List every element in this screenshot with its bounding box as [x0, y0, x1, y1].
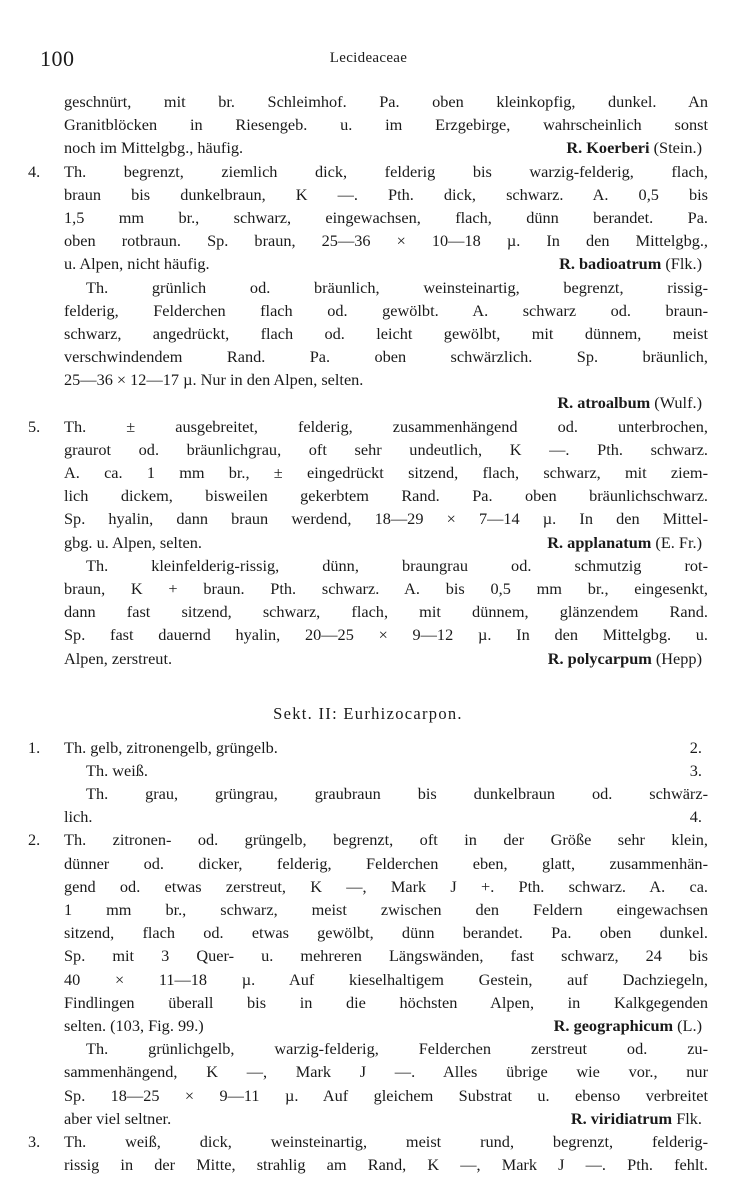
text-line [28, 1130, 708, 1153]
text-line [28, 90, 708, 113]
text-line [28, 507, 708, 530]
line-text: braun, K + braun. Pth. schwarz. A. bis 0,5 mm br., eingesenkt, [64, 578, 708, 598]
text-line [28, 113, 708, 136]
species-author: (Hepp) [651, 648, 702, 668]
species-binomial: R. Koerberi [566, 138, 650, 158]
text-line [28, 183, 708, 206]
line-text: Th. gelb, zitronengelb, grüngelb. [64, 737, 278, 757]
key-block-rhizocarpon [28, 90, 708, 670]
species-author: (Flk.) [661, 254, 702, 274]
text-line [28, 921, 708, 944]
text-line [28, 1037, 708, 1060]
species-name [547, 531, 702, 554]
species-author: (Stein.) [649, 138, 702, 158]
key-number: 2. [28, 830, 41, 850]
text-line [28, 276, 708, 299]
line-text: gbg. u. Alpen, selten. [64, 532, 202, 552]
text-line [28, 1060, 708, 1083]
text-line [28, 1084, 708, 1107]
key-reference: 3. [689, 760, 702, 780]
text-line [28, 415, 708, 438]
species-author: Flk. [672, 1108, 702, 1128]
text-line [28, 206, 708, 229]
text-line [28, 160, 708, 183]
key-block-eurhizocarpon [28, 736, 708, 1177]
line-text: Th. ± ausgebreitet, felderig, zusammenhängend od. unterbrochen, [64, 416, 708, 436]
line-text: dünner od. dicker, felderig, Felderchen eben, glatt, zusammenhän- [64, 853, 708, 873]
species-name [548, 647, 702, 670]
key-reference: 2. [689, 737, 702, 757]
line-text: gend od. etwas zerstreut, K —, Mark J +. Pth. schwarz. A. ca. [64, 876, 708, 896]
species-binomial: R. atroalbum [557, 393, 651, 413]
text-line [28, 484, 708, 507]
species-author: (L.) [673, 1015, 702, 1035]
line-text: Th. weiß. [86, 760, 148, 780]
page-body [28, 90, 708, 1176]
line-text: braun bis dunkelbraun, K —. Pth. dick, schwarz. A. 0,5 bis [64, 184, 708, 204]
species-binomial: R. applanatum [547, 532, 652, 552]
text-line [28, 759, 708, 782]
line-text: Findlingen überall bis in die höchsten Alpen, in Kalkgegenden [64, 992, 708, 1012]
line-text: Th. weiß, dick, weinsteinartig, meist rund, begrenzt, felderig- [64, 1131, 708, 1151]
line-text: verschwindendem Rand. Pa. oben schwärzlich. Sp. bräunlich, [64, 347, 708, 367]
text-line [28, 852, 708, 875]
species-name [566, 136, 702, 159]
species-binomial: R. badioatrum [559, 254, 662, 274]
text-line [28, 600, 708, 623]
text-line [28, 299, 708, 322]
key-reference: 4. [689, 807, 702, 827]
line-text: Th. grau, grüngrau, graubraun bis dunkelbraun od. schwärz- [86, 784, 708, 804]
running-title: Lecideaceae [329, 50, 408, 66]
line-text: lich. [64, 807, 93, 827]
species-binomial: R. geographicum [553, 1015, 674, 1035]
line-text: rissig in der Mitte, strahlig am Rand, K —, Mark J —. Pth. fehlt. [64, 1155, 708, 1175]
text-line [28, 736, 708, 759]
text-line [28, 875, 708, 898]
page-header [40, 46, 697, 74]
text-line [28, 805, 708, 828]
text-line [28, 1107, 708, 1130]
line-text: 25—36 × 12—17 µ. Nur in den Alpen, selten. [64, 370, 364, 390]
line-text: aber viel seltner. [64, 1108, 172, 1128]
species-author: (Wulf.) [650, 393, 702, 413]
line-text: Sp. hyalin, dann braun werdend, 18—29 × 7—14 µ. In den Mittel- [64, 509, 708, 529]
text-line [28, 968, 708, 991]
text-line [28, 944, 708, 967]
text-line [28, 461, 708, 484]
species-name [554, 1014, 702, 1037]
line-text: noch im Mittelgbg., häufig. [64, 138, 244, 158]
key-number: 3. [28, 1131, 41, 1151]
text-line [28, 1153, 708, 1176]
line-text: selten. (103, Fig. 99.) [64, 1015, 204, 1035]
line-text: Th. kleinfelderig-rissig, dünn, braungrau od. schmutzig rot- [86, 555, 708, 575]
line-text: Th. grünlich od. bräunlich, weinsteinartig, begrenzt, rissig- [86, 277, 708, 297]
text-line [28, 136, 708, 159]
text-line [28, 782, 708, 805]
line-text: Th. grünlichgelb, warzig-felderig, Felderchen zerstreut od. zu- [86, 1039, 708, 1059]
text-line [28, 391, 708, 414]
text-line [28, 647, 708, 670]
text-line [28, 898, 708, 921]
key-number: 4. [28, 161, 41, 181]
line-text: oben rotbraun. Sp. braun, 25—36 × 10—18 µ. In den Mittelgbg., [64, 231, 708, 251]
line-text: felderig, Felderchen flach od. gewölbt. A. schwarz od. braun- [64, 300, 708, 320]
species-name [557, 391, 702, 414]
species-author: (E. Fr.) [651, 532, 702, 552]
line-text: 1,5 mm br., schwarz, eingewachsen, flach, dünn berandet. Pa. [64, 207, 708, 227]
key-number: 5. [28, 416, 41, 436]
line-text: A. ca. 1 mm br., ± eingedrückt sitzend, flach, schwarz, mit ziem- [64, 463, 708, 482]
species-binomial: R. viridiatrum [570, 1108, 673, 1128]
text-line [28, 828, 708, 851]
line-text: Alpen, zerstreut. [64, 648, 173, 668]
text-line [28, 252, 708, 275]
text-line [28, 438, 708, 461]
line-text: 1 mm br., schwarz, meist zwischen den Feldern eingewachsen [64, 900, 708, 919]
line-text: schwarz, angedrückt, flach od. leicht gewölbt, mit dünnem, meist [64, 323, 708, 343]
species-name [559, 252, 702, 275]
line-text: Granitblöcken in Riesengeb. u. im Erzgebirge, wahrscheinlich sonst [64, 115, 708, 135]
text-line [28, 229, 708, 252]
text-line [28, 991, 708, 1014]
line-text: Th. zitronen- od. grüngelb, begrenzt, oft in der Größe sehr klein, [64, 830, 708, 850]
line-text: Sp. 18—25 × 9—11 µ. Auf gleichem Substrat u. ebenso verbreitet [64, 1085, 708, 1105]
line-text: sammenhängend, K —, Mark J —. Alles übrige wie vor., nur [64, 1062, 708, 1082]
text-line [28, 322, 708, 345]
species-binomial: R. polycarpum [547, 648, 652, 668]
line-text: Sp. mit 3 Quer- u. mehreren Längswänden, fast schwarz, 24 bis [64, 946, 708, 966]
line-text: sitzend, flach od. etwas gewölbt, dünn berandet. Pa. oben dunkel. [64, 923, 708, 943]
text-line [28, 345, 708, 368]
species-name [571, 1107, 702, 1130]
line-text: Th. begrenzt, ziemlich dick, felderig bis warzig-felderig, flach, [64, 161, 708, 181]
line-text: u. Alpen, nicht häufig. [64, 254, 210, 274]
line-text: Sp. fast dauernd hyalin, 20—25 × 9—12 µ. In den Mittelgbg. u. [64, 625, 708, 645]
text-line [28, 1014, 708, 1037]
line-text: lich dickem, bisweilen gekerbtem Rand. Pa. oben bräunlichschwarz. [64, 486, 708, 506]
section-heading: Sekt. II: Eurhizocarpon. [273, 703, 463, 723]
text-line [28, 577, 708, 600]
text-line [28, 531, 708, 554]
text-line [28, 554, 708, 577]
line-text: geschnürt, mit br. Schleimhof. Pa. oben kleinkopfig, dunkel. An [64, 92, 708, 111]
line-text: graurot od. bräunlichgrau, oft sehr undeutlich, K —. Pth. schwarz. [64, 439, 708, 459]
line-text: 40 × 11—18 µ. Auf kieselhaltigem Gestein, auf Dachziegeln, [64, 969, 708, 989]
page-number: 100 [40, 46, 75, 71]
line-text: dann fast sitzend, schwarz, flach, mit dünnem, glänzendem Rand. [64, 602, 708, 622]
text-line [28, 368, 708, 391]
key-number: 1. [28, 737, 41, 757]
text-line [28, 623, 708, 646]
